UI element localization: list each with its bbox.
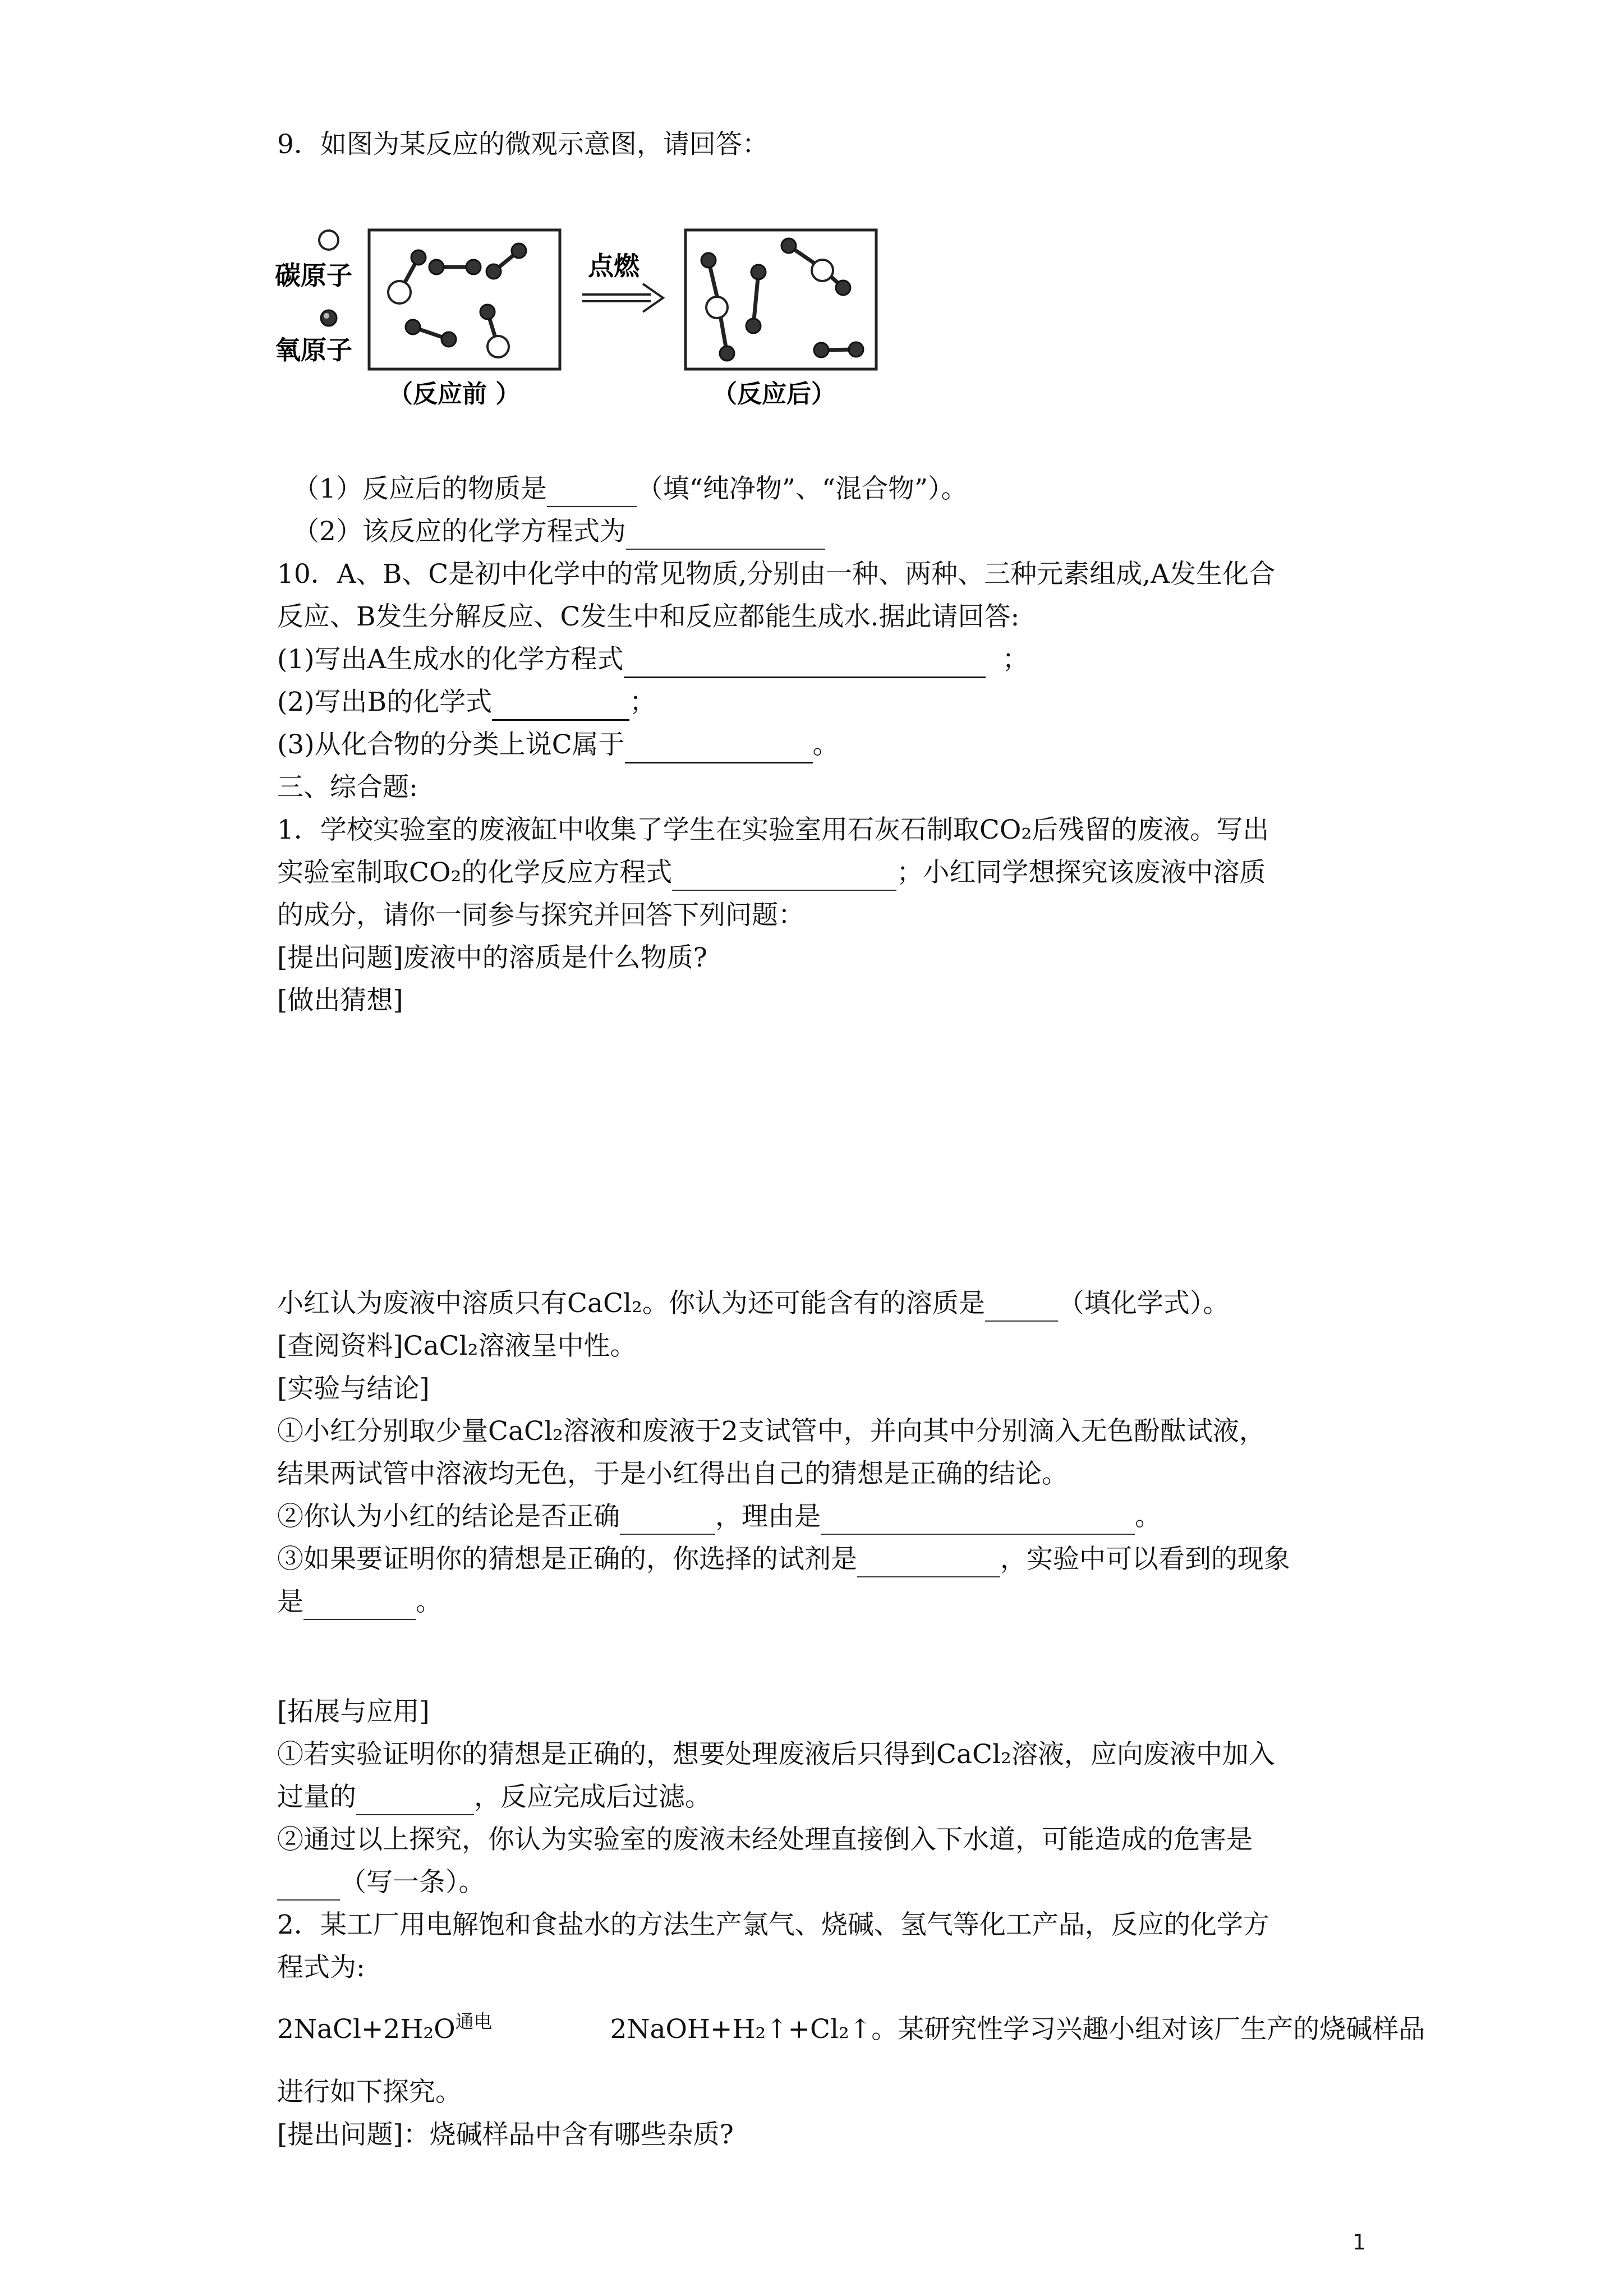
- q2-line1: 2．某工厂用电解饱和食盐水的方法生产氯气、烧碱、氢气等化工产品，反应的化学方: [277, 1910, 1269, 1940]
- q10-line2: 反应、B发生分解反应、C发生中和反应都能生成水.据此请回答:: [277, 601, 1020, 632]
- s3-q1-line1: 1．学校实验室的废液缸中收集了学生在实验室用石灰石制取CO₂后残留的废液。写出: [277, 815, 1269, 845]
- q2-line2: 程式为:: [277, 1952, 365, 1983]
- caption-after: （反应后）: [712, 380, 836, 408]
- legend-oxygen-label: 氧原子: [275, 335, 352, 365]
- arrow-label: 点燃: [588, 251, 640, 281]
- carbon-legend-atom: [319, 231, 338, 250]
- q10-part2: (2)写出B的化学式 ；: [277, 685, 656, 721]
- q10-line1: 10．A、B、C是初中化学中的常见物质,分别由一种、两种、三种元素组成,A发生化合: [277, 559, 1276, 590]
- equation-left: 2NaCl+2H₂O: [277, 2014, 456, 2045]
- q9-part2: （2）该反应的化学方程式为: [293, 515, 825, 550]
- legend-carbon-label: 碳原子: [275, 260, 352, 291]
- q10-part3: (3)从化合物的分类上说C属于 。: [277, 728, 839, 763]
- s3-exp2: ②你认为小红的结论是否正确 ，理由是 。: [277, 1500, 1161, 1535]
- q10-blank-2[interactable]: [492, 685, 629, 721]
- s3-xiaohong-line: 小红认为废液中溶质只有CaCl₂。你认为还可能含有的溶质是 （填化学式）。: [277, 1287, 1229, 1322]
- s3-ext2-line1: ②通过以上探究，你认为实验室的废液未经处理直接倒入下水道，可能造成的危害是: [277, 1824, 1253, 1855]
- s3-exp1-line1: ①小红分别取少量CaCl₂溶液和废液于2支试管中，并向其中分别滴入无色酚酞试液，: [277, 1416, 1266, 1447]
- s3-reference: [查阅资料]CaCl₂溶液呈中性。: [277, 1331, 637, 1361]
- q9-blank-2[interactable]: [626, 515, 825, 550]
- q10-part1: (1)写出A生成水的化学方程式 ；: [277, 643, 1029, 678]
- q2-ask: [提出问题]：烧碱样品中含有哪些杂质?: [277, 2119, 734, 2150]
- s3-phenomenon-blank[interactable]: [303, 1585, 416, 1620]
- reaction-diagram: [264, 209, 909, 422]
- s3-exp1-line2: 结果两试管中溶液均无色，于是小红得出自己的猜想是正确的结论。: [277, 1458, 1068, 1489]
- page-number: 1: [1352, 2230, 1366, 2254]
- q9-part1: （1）反应后的物质是 （填“纯净物”、“混合物”）。: [293, 472, 968, 507]
- s3-q1-blank[interactable]: [672, 856, 896, 891]
- s3-ext1-line1: ①若实验证明你的猜想是正确的，想要处理废液后只得到CaCl₂溶液，应向废液中加入: [277, 1739, 1275, 1770]
- s3-excess-blank[interactable]: [356, 1780, 474, 1815]
- q9-blank-1[interactable]: [547, 472, 637, 507]
- s3-q1-line2: 实验室制取CO₂的化学反应方程式 ；小红同学想探究该废液中溶质: [277, 856, 1266, 891]
- s3-guess: [做出猜想]: [277, 985, 403, 1016]
- oxygen-legend-atom: [321, 310, 337, 326]
- equation-condition: 通电: [455, 2010, 493, 2032]
- s3-solute-blank[interactable]: [985, 1287, 1058, 1322]
- reaction-arrow: [582, 284, 663, 312]
- q2-equation: [277, 2010, 1425, 2046]
- s3-ext2-line2: （写一条）。: [277, 1866, 485, 1901]
- q2-line4: 进行如下探究。: [277, 2077, 462, 2108]
- s3-ask: [提出问题]废液中的溶质是什么物质?: [277, 942, 707, 973]
- s3-reason-blank[interactable]: [821, 1500, 1135, 1535]
- s3-extension-heading: [拓展与应用]: [277, 1696, 430, 1727]
- caption-before: （反应前 ）: [388, 380, 521, 408]
- s3-exp3-line2: 是 。: [277, 1585, 442, 1620]
- s3-q1-line3: 的成分，请你一同参与探究并回答下列问题：: [277, 900, 804, 931]
- s3-experiment-heading: [实验与结论]: [277, 1373, 430, 1404]
- s3-ext1-line2: 过量的 ，反应完成后过滤。: [277, 1780, 711, 1815]
- q9-title: 9．如图为某反应的微观示意图，请回答：: [277, 129, 769, 160]
- s3-hazard-blank[interactable]: [277, 1866, 340, 1901]
- s3-exp3: ③如果要证明你的猜想是正确的，你选择的试剂是 ，实验中可以看到的现象: [277, 1543, 1290, 1577]
- equation-right: 2NaOH+H₂↑+Cl₂↑。某研究性学习兴趣小组对该厂生产的烧碱样品: [610, 2014, 1425, 2045]
- s3-correct-blank[interactable]: [620, 1500, 715, 1535]
- q10-blank-1[interactable]: [624, 643, 986, 678]
- q10-blank-3[interactable]: [625, 728, 813, 763]
- section3-heading: 三、综合题:: [277, 772, 418, 803]
- s3-reagent-blank[interactable]: [857, 1543, 1000, 1577]
